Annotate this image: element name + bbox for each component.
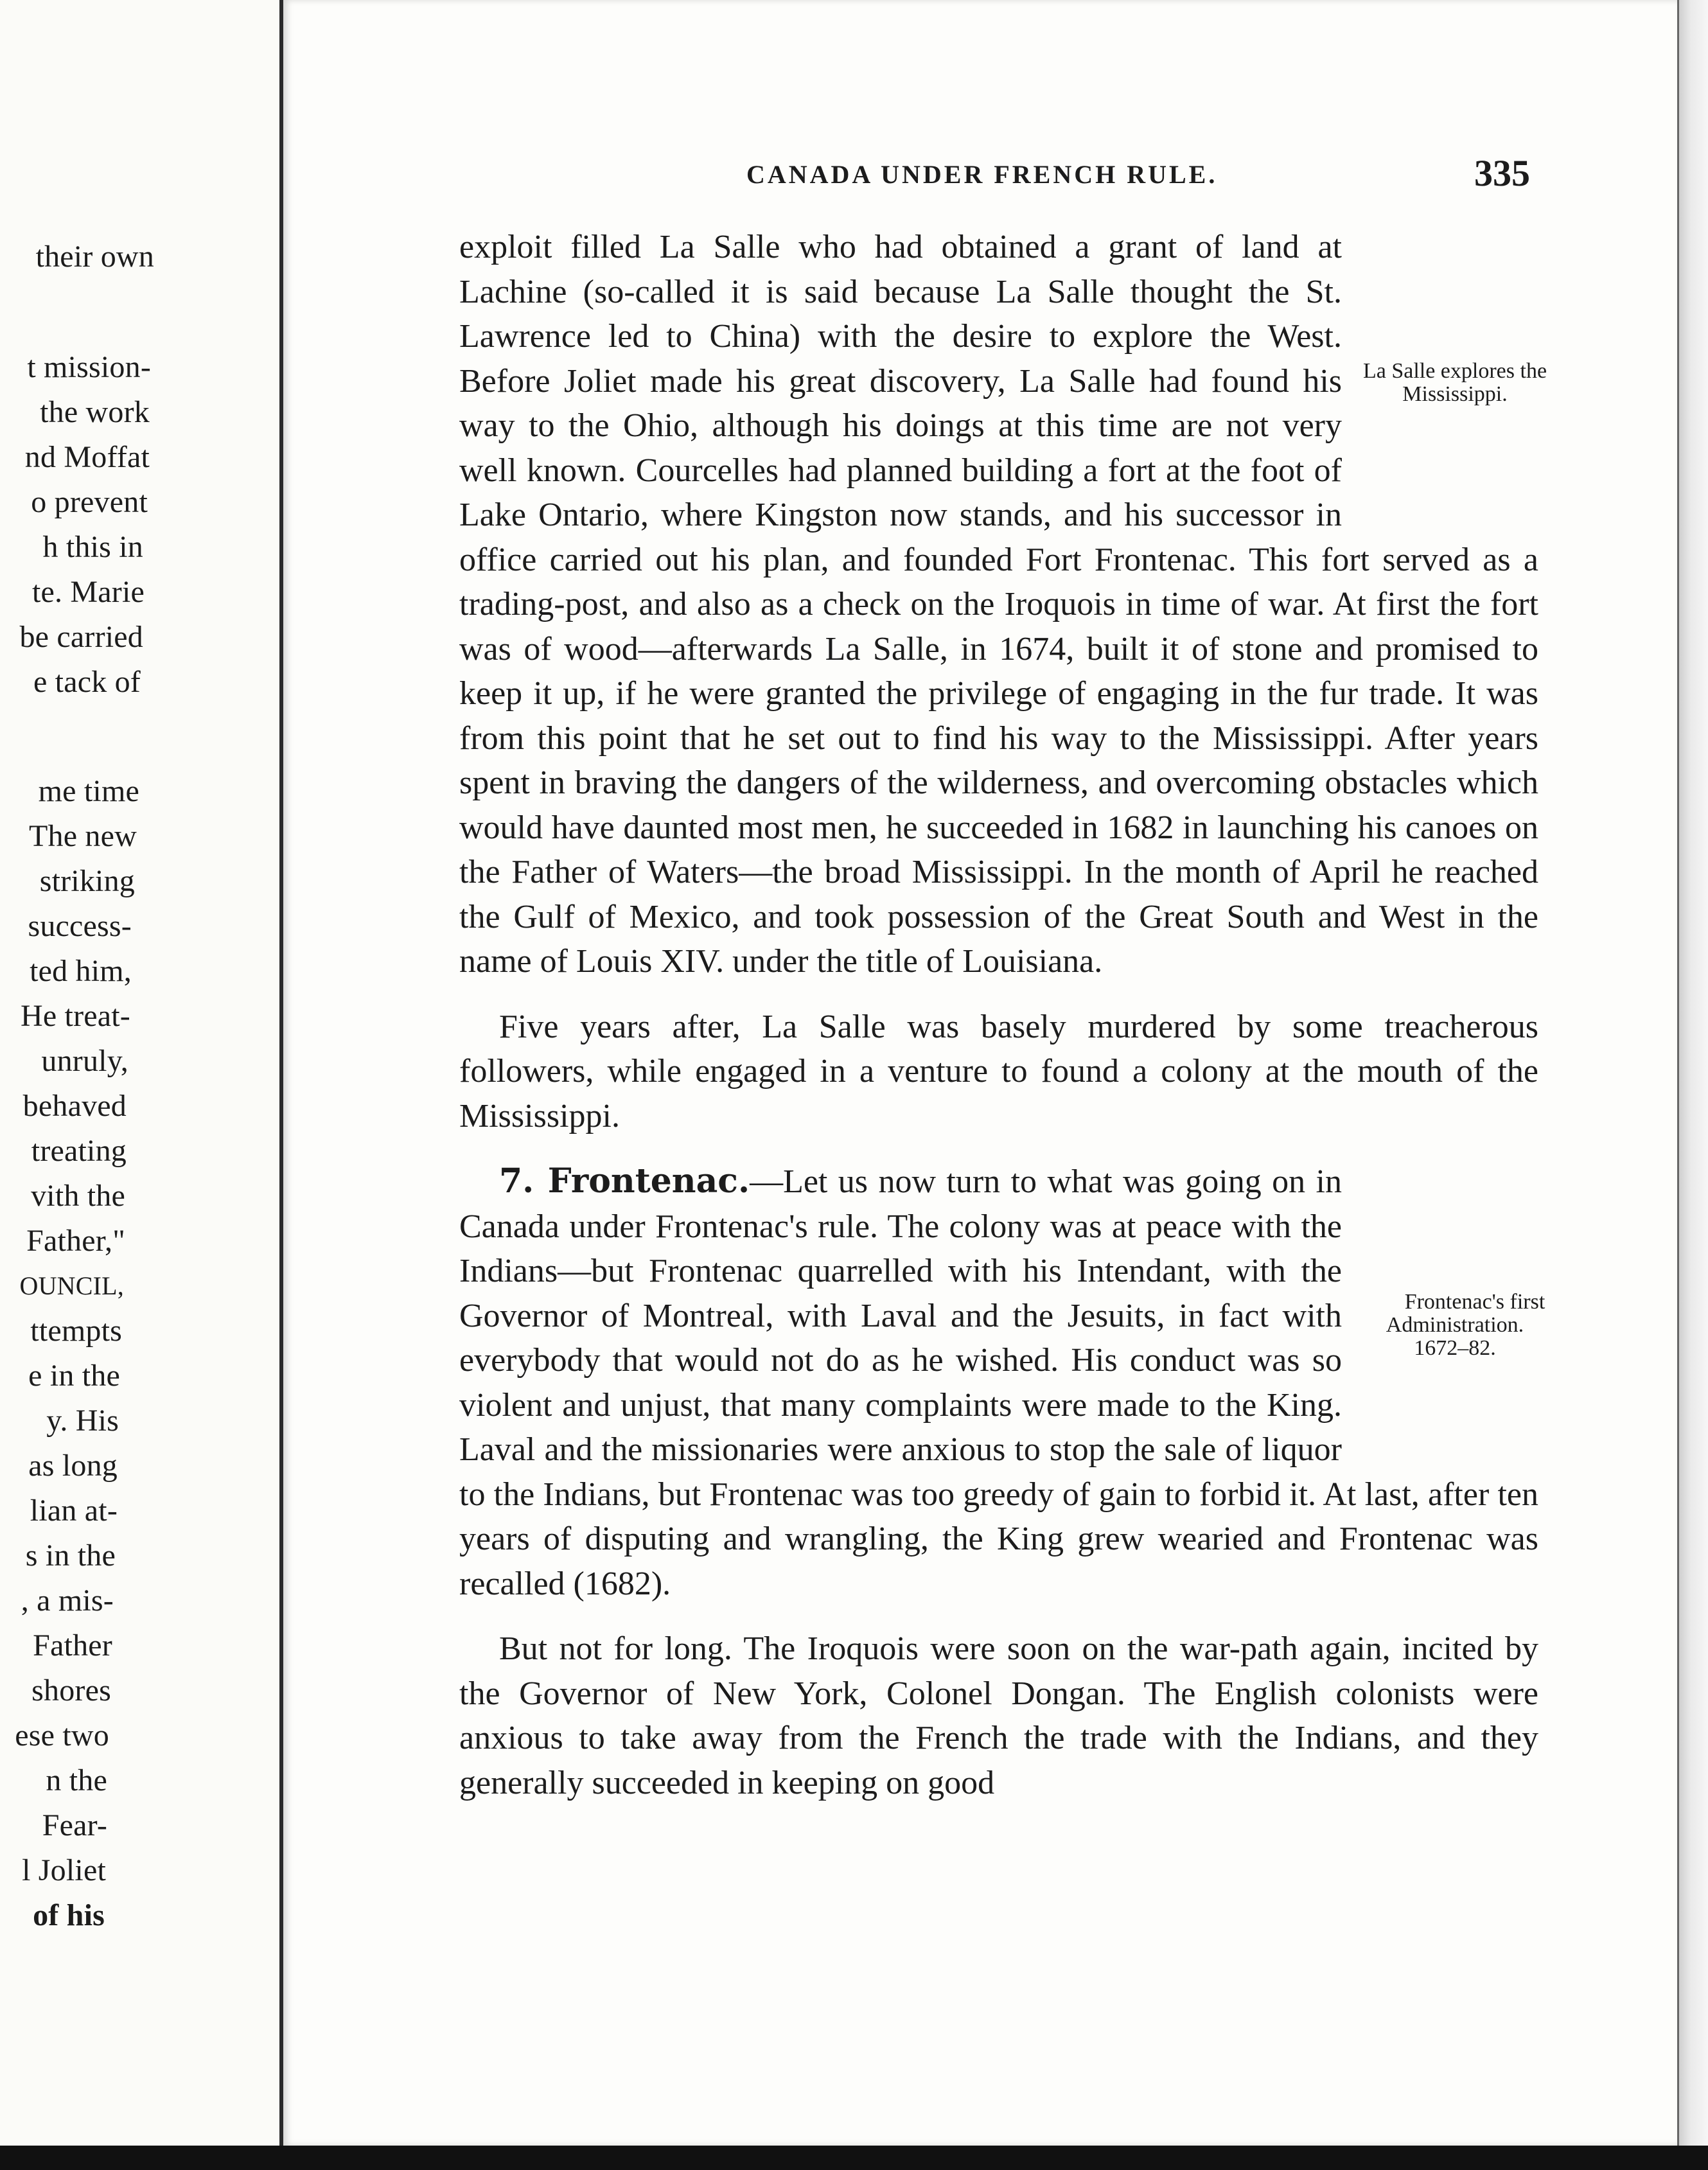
- main-text-column: [459, 225, 1547, 1805]
- paragraph-frontenac: [459, 1159, 1545, 1606]
- left-fragment: Father,": [26, 1224, 125, 1258]
- facing-page-fragments: [0, 0, 279, 2170]
- left-fragment: e tack of: [33, 665, 141, 699]
- left-fragment: He treat-: [20, 999, 130, 1033]
- left-fragment: as long: [28, 1449, 118, 1483]
- left-fragment: me time: [38, 774, 139, 808]
- left-fragment: h this in: [42, 530, 143, 564]
- left-fragment: of his: [33, 1898, 105, 1932]
- left-fragment: behaved: [22, 1089, 127, 1123]
- paragraph-la-salle-text: exploit filled La Salle who had obtained a grant of land at Lachine (so-called it is said because La Salle thought the St. Lawrence led to China) with the desire to explore the West. Before Joliet made his great discovery, La Salle had found his way to the Ohio, although his doings at this time are not very well known. Courcelles had planned building a fort at the foot of Lake Ontario, where Kingston now stands, and his successor in office carried out his plan, and founded Fort Frontenac. This fort served as a trading-post, and also as a check on the Iroquois in time of war. At first the fort was of wood—afterwards La Salle, in 1674, built it of stone and promised to keep it up, if he were granted the privilege of engaging in the fur trade. It was from this point that he set out to find his way to the Mississippi. After years spent in braving the dangers of the wilderness, and overcoming obstacles which would have daunted most men, he succeeded in 1682 in launching his canoes on the Father of Waters—the broad Mississippi. In the month of April he reached the Gulf of Mexico, and took possession of the Great South and West in the name of Louis XIV. under the title of Louisiana.: [459, 229, 1538, 980]
- left-fragment: unruly,: [41, 1044, 128, 1078]
- left-fragment: o prevent: [31, 485, 148, 519]
- left-fragment: treating: [31, 1134, 127, 1168]
- paragraph-frontenac-text: —Let us now turn to what was going on in Canada under Frontenac's rule. The colony was at peace with the Indians—but Frontenac quarrelled with his Intendant, with the Governor of Montreal, with Laval and the Jesuits, in fact with everybody that would not do as he wished. His conduct was so violent and unjust, that many complaints were made to the King. Laval and the missionaries were anxious to stop the sale of liquor to the Indians, but Frontenac was too greedy of gain to forbid it. At last, after ten years of disputing and wrangling, the King grew wearied and Frontenac was recalled (1682).: [459, 1163, 1538, 1602]
- left-fragment: Father: [33, 1628, 112, 1663]
- margin-note-la-salle: La Salle explores the Mississippi.: [1362, 359, 1547, 406]
- left-fragment: t mission-: [27, 350, 151, 384]
- paragraph-iroquois: But not for long. The Iroquois were soon on the war-path again, incited by the Governor of New York, Colonel Dongan. The English colonists were anxious to take away from the French the trade with the Indians, and they generally succeeded in keeping on good: [459, 1630, 1538, 1801]
- left-fragment: s in the: [25, 1539, 116, 1573]
- left-fragment: te. Marie: [31, 575, 145, 609]
- left-fragment: OUNCIL,: [19, 1271, 124, 1300]
- paragraph-murder: Five years after, La Salle was basely murdered by some treacherous followers, while engaged in a venture to found a colony at the mouth of the Mississippi.: [459, 1008, 1538, 1134]
- left-fragment: nd Moffat: [24, 440, 150, 474]
- left-fragment: vith the: [31, 1179, 125, 1213]
- page-number: 335: [1474, 152, 1530, 194]
- running-head: CANADA UNDER FRENCH RULE.: [746, 160, 1218, 189]
- left-fragment: , a mis-: [21, 1583, 114, 1618]
- scan-border: [0, 2146, 1708, 2170]
- left-fragment: l Joliet: [22, 1853, 106, 1887]
- left-fragment: y. His: [46, 1404, 119, 1438]
- left-fragment: ese two: [15, 1718, 109, 1752]
- paragraph-la-salle: [459, 225, 1547, 984]
- left-fragment: their own: [35, 240, 154, 274]
- facing-page: [0, 0, 279, 2170]
- page-edge: [1679, 0, 1708, 2170]
- left-fragment: striking: [39, 864, 135, 898]
- left-fragment: the work: [40, 395, 150, 429]
- left-fragment: shores: [31, 1673, 111, 1707]
- left-fragment: n the: [46, 1763, 107, 1797]
- left-fragment: e in the: [28, 1359, 120, 1393]
- left-fragment: lian at-: [30, 1494, 118, 1528]
- left-fragment: success-: [28, 909, 132, 943]
- left-fragment: Fear-: [42, 1808, 107, 1842]
- left-fragment: The new: [29, 819, 137, 853]
- left-fragment: ttempts: [30, 1314, 122, 1348]
- margin-note-frontenac: Frontenac's first Administration. 1672–82.: [1386, 1290, 1545, 1360]
- left-fragment: ted him,: [30, 954, 132, 988]
- section-heading: 7. Frontenac.: [499, 1161, 750, 1201]
- left-fragment: be carried: [19, 620, 143, 654]
